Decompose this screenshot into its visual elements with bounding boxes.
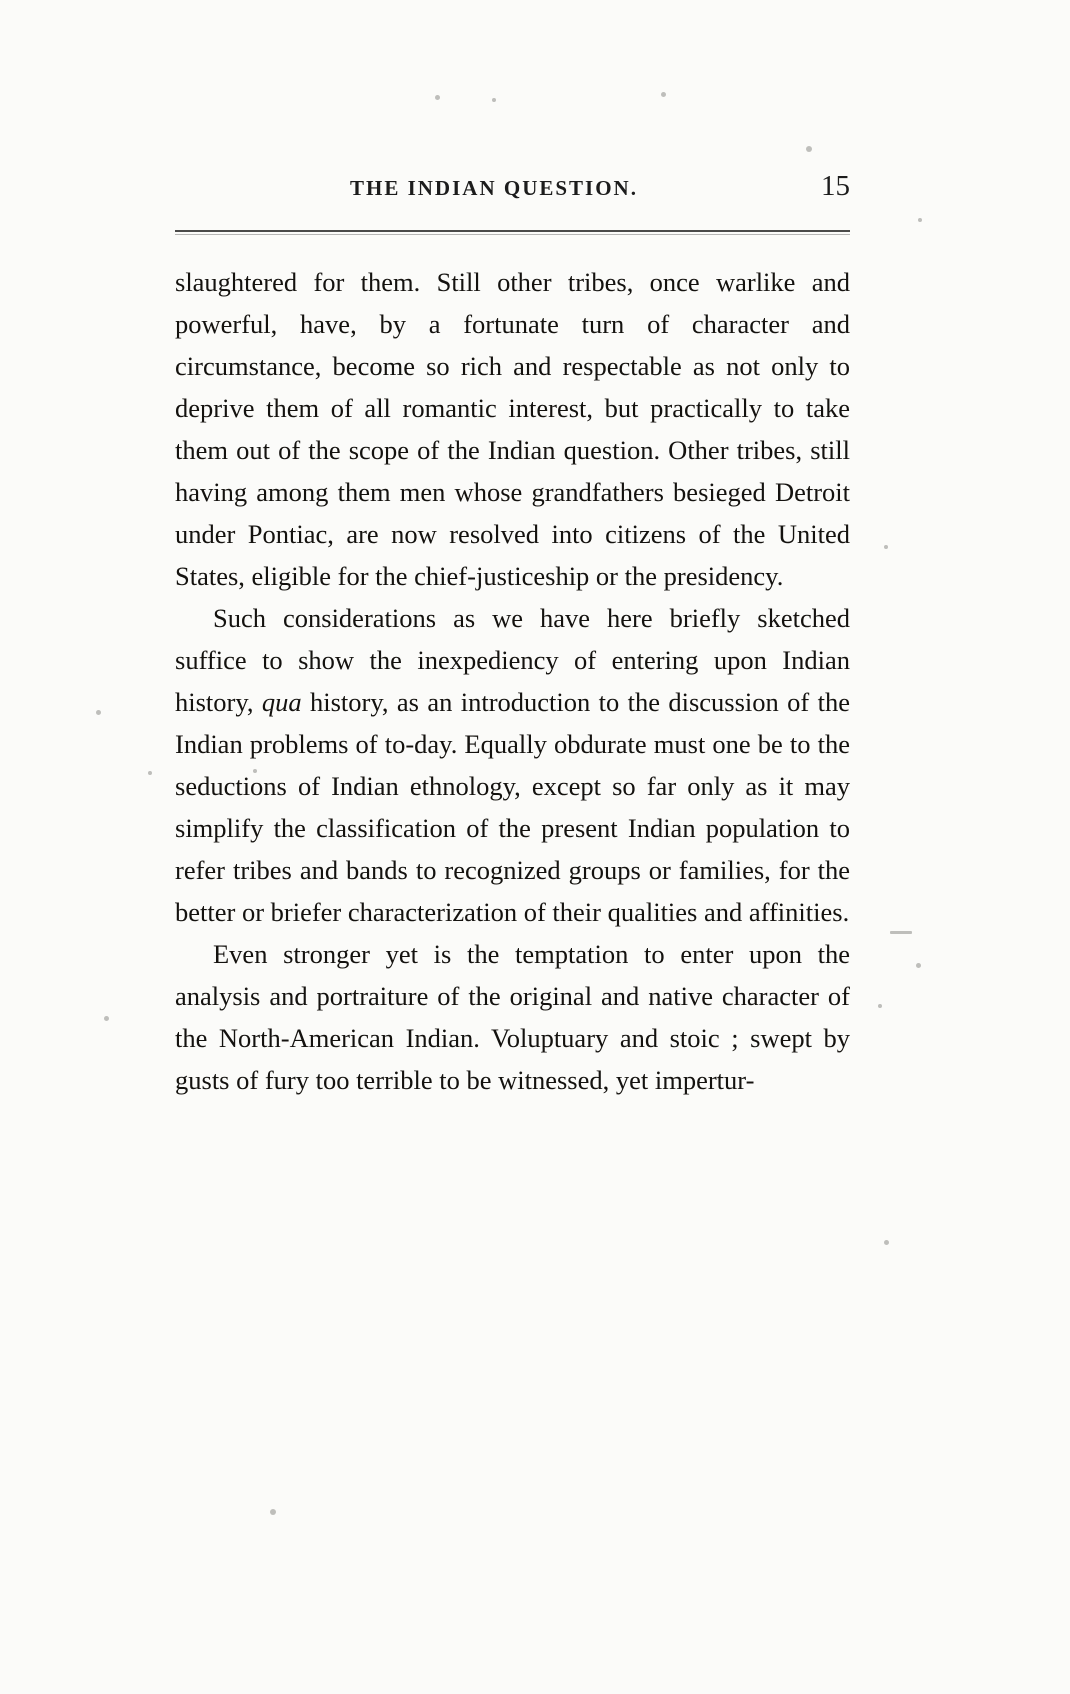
paragraph: slaughtered for them. Still other tribes, once warlike and powerful, have, by a fortunate turn of character and circumstance, become so rich and respectable as not only to deprive them of all romantic interest, but practically to take them out of the scope of the Indian question. Other tribes, still having among them men whose grandfathers besieged Detroit under Pontiac, are now resolved into citizens of the United States, eligible for the chief-justiceship or the presidency. bbox=[175, 267, 850, 591]
paragraph-segment: history, as an introduction to the discussion of the Indian problems of to-day. Equally obdurate must one be to the seductions of Indian ethnology, except so far only as it may simplify the classification of the present Indian population to refer tribes and bands to recognized groups or families, for the better or briefer characterization of their qualities and affinities. bbox=[175, 687, 850, 927]
paragraph-segment: Such considerations as we have here briefly sketched suffice to show the inexpediency of entering upon Indian history, bbox=[175, 603, 850, 717]
page-content bbox=[175, 170, 850, 1101]
scan-speck bbox=[878, 1004, 882, 1008]
scan-speck bbox=[270, 1509, 276, 1515]
page-header bbox=[175, 170, 850, 214]
scan-speck bbox=[890, 931, 912, 934]
paragraph bbox=[175, 597, 850, 933]
header-rule-secondary bbox=[175, 234, 850, 235]
italic-term: qua bbox=[261, 687, 302, 717]
scan-speck bbox=[884, 1240, 889, 1245]
scan-speck bbox=[918, 218, 922, 222]
scan-speck bbox=[96, 710, 101, 715]
header-rule bbox=[175, 230, 850, 232]
body-text bbox=[175, 261, 850, 1101]
scan-speck bbox=[916, 963, 921, 968]
running-head: THE INDIAN QUESTION. bbox=[350, 176, 638, 200]
scan-speck bbox=[435, 95, 440, 100]
scan-speck bbox=[661, 92, 666, 97]
scan-speck bbox=[884, 545, 888, 549]
paragraph: Even stronger yet is the temptation to enter upon the analysis and portraiture of the original and native character of the North-American Indian. Voluptuary and stoic ; swept by gusts of fury too terrible to be witnessed, yet impertur- bbox=[175, 939, 850, 1095]
scan-speck bbox=[492, 98, 496, 102]
scan-speck bbox=[104, 1016, 109, 1021]
page-number: 15 bbox=[821, 170, 850, 202]
scan-speck bbox=[806, 146, 812, 152]
scan-speck bbox=[148, 771, 152, 775]
